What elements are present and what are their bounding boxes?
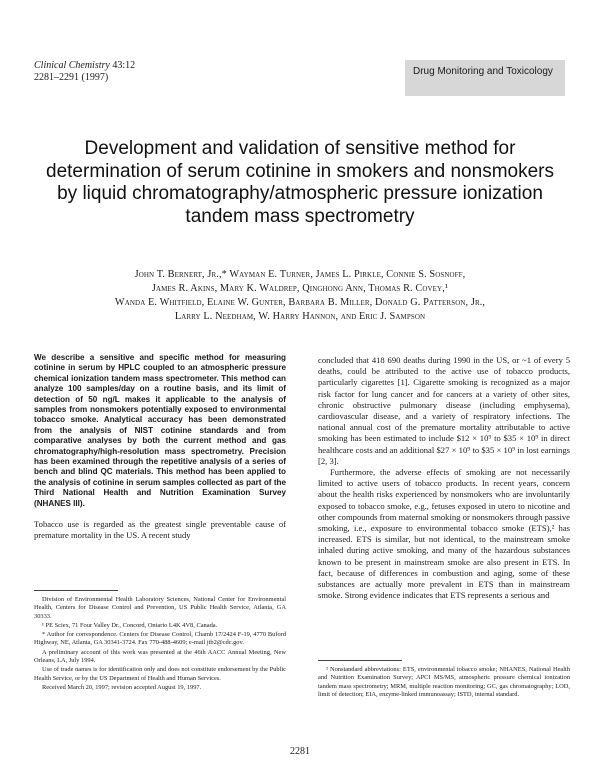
footnote: * Author for correspondence. Centers for Disease Control, Chamb 17/2424 F-19, 4770 Buford Highway, NE, Atlanta, GA 30341-3724. Fax 770-488-4609; e-mail jtb2@cdc.gov. (34, 631, 286, 647)
section-label: Drug Monitoring and Toxicology (405, 60, 565, 96)
footnote: ² Nonstandard abbreviations: ETS, environmental tobacco smoke; NHANES, National Health and Nutrition Examination Survey; APCI MS/MS, atmospheric pressure chemical ionization tandem mass spectrometry; MRM, multiple reaction monitoring; GC, gas chromatography; LOD, limit of detection; EIA, enzyme-linked immunoassay; ISTD, internal standard. (318, 666, 570, 698)
footnotes-right (318, 666, 570, 700)
footnote: A preliminary account of this work was presented at the 46th AACC Annual Meeting, New Orleans, LA, July 1994. (34, 648, 286, 665)
footnotes-left (34, 596, 286, 693)
footnote: Division of Environmental Health Laboratory Sciences, National Center for Environmental Health, Centers for Disease Control and Prevention, US Public Health Service, Atlanta, GA 30333. (34, 596, 286, 620)
footnote: Use of trade names is for identification only and does not constitute endorsement by the Public Health Service, or by the US Department of Health and Human Services. (34, 666, 286, 682)
journal-name: Clinical Chemistry (34, 60, 110, 71)
body-paragraph: concluded that 418 690 deaths during 1990 in the US, or ~1 of every 5 deaths, could be attributed to the active use of tobacco products, particularly cigarettes [1]. Cigarette smoking is recognized as a major risk factor for lung cancer and for cancers at a variety of other sites, chronic obstructive pulmonary disease (including emphysema), cardiovascular disease, and a variety of respiratory infections. The national annual cost of the premature mortality attributable to active smoking has been estimated to include $12 × 10⁹ to $35 × 10⁹ in direct healthcare costs and an additional $27 × 10⁹ to $35 × 10⁹ in lost earnings [2, 3]. (318, 355, 570, 466)
journal-citation (34, 60, 135, 84)
journal-pages-year: 2281–2291 (1997) (34, 72, 109, 83)
page-number: 2281 (290, 746, 310, 757)
footnote: ¹ PE Sciex, 71 Four Valley Dr., Concord, Ontario L4K 4V8, Canada. (42, 621, 218, 629)
author-line: John T. Bernert, Jr.,* Wayman E. Turner, James L. Pirkle, Connie S. Sosnoff, (134, 269, 466, 280)
author-list (30, 268, 570, 324)
footnote-rule (318, 660, 402, 661)
author-line: Larry L. Needham, W. Harry Hannon, and Eric J. Sampson (174, 311, 426, 322)
abstract: We describe a sensitive and specific method for measuring cotinine in serum by HPLC coupled to an atmospheric pressure chemical ionization tandem mass spectrometer. This method can analyze 100 samples/day on a routine basis, and its limit of detection of 50 ng/L makes it applicable to the analysis of samples from nonsmokers potentially exposed to environmental tobacco smoke. Analytical accuracy has been demonstrated from the analysis of NIST cotinine standards and from comparative analyses by both the current method and gas chromatography/high-resolution mass spectrometry. Precision has been examined through the repetitive analysis of a series of bench and blind QC materials. This method has been applied to the analysis of cotinine in serum samples collected as part of the Third National Health and Nutrition Examination Survey (NHANES III). (34, 353, 286, 508)
article-title: Development and validation of sensitive method for determination of serum cotinine in smokers and nonsmokers by liquid chromatography/atmospheric pressure ionization tandem mass spectrometry (46, 138, 554, 227)
intro-paragraph: Tobacco use is regarded as the greatest single preventable cause of premature mortality in the US. A recent study (34, 519, 286, 541)
right-column (318, 355, 570, 601)
left-column (34, 353, 286, 542)
body-paragraph: Furthermore, the adverse effects of smoking are not necessarily limited to active users of tobacco products. In recent years, concern about the health risks experienced by nonsmokers who are involuntarily exposed to tobacco smoke, e.g., fetuses exposed in utero to nicotine and other compounds from maternal smoking or nonsmokers through passive smoking, i.e., exposure to environmental tobacco smoke (ETS),² has increased. ETS is similar, but not identical, to the mainstream smoke inhaled during active smoking, and many of the hazardous substances known to be present in mainstream smoke are also present in ETS. In fact, because of differences in combustion and aging, some of these substances are actually more prevalent in ETS than in mainstream smoke. Strong evidence indicates that ETS represents a serious and (318, 467, 570, 601)
journal-volume: 43:12 (112, 60, 136, 71)
author-line: Wanda E. Whitfield, Elaine W. Gunter, Barbara B. Miller, Donald G. Patterson, Jr., (114, 297, 486, 308)
footnote-rule (34, 590, 118, 591)
footnote: Received March 20, 1997; revision accepted August 19, 1997. (42, 683, 202, 691)
author-line: James R. Akins, Mary K. Waldrep, Qinghong Ann, Thomas R. Covey,¹ (151, 283, 449, 294)
